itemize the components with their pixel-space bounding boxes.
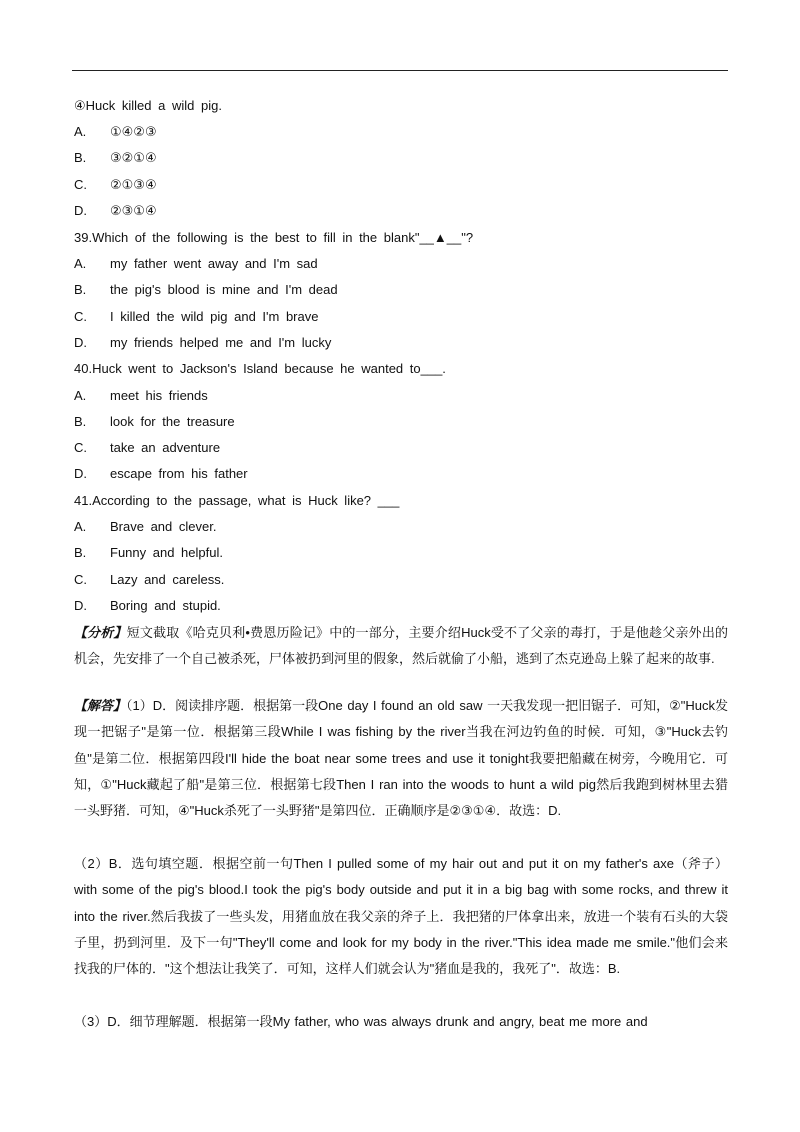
- order-option-d: [74, 201, 157, 221]
- question-41-option-d: [74, 596, 221, 616]
- option-label: A.: [74, 256, 87, 271]
- question-40-stem: 40.Huck went to Jackson's Island because he wanted to___.: [74, 361, 446, 376]
- option-label: D.: [74, 335, 87, 350]
- option-text: my father went away and I'm sad: [110, 256, 318, 271]
- option-text: ③②①④: [110, 150, 157, 165]
- option-label: A.: [74, 519, 87, 534]
- option-text: look for the treasure: [110, 414, 235, 429]
- order-option-b: [74, 148, 157, 168]
- question-39-option-a: [74, 254, 318, 274]
- question-41-option-c: [74, 570, 224, 590]
- option-label: C.: [74, 440, 87, 455]
- question-40-option-c: [74, 438, 220, 458]
- question-40-option-d: [74, 464, 248, 484]
- option-label: D.: [74, 466, 87, 481]
- option-label: C.: [74, 309, 87, 324]
- option-label: D.: [74, 598, 87, 613]
- answer-tag: 【解答】: [74, 698, 127, 713]
- option-label: D.: [74, 203, 87, 218]
- question-40-option-b: [74, 412, 235, 432]
- option-text: take an adventure: [110, 440, 221, 455]
- analysis-tag: 【分析】: [74, 625, 127, 640]
- answer-text-1: （1）D．阅读排序题．根据第一段One day I found an old saw 一天我发现一把旧锯子．可知，②"Huck发现一把锯子"是第一位．根据第三段While I was fishing by the river当我在河边钓鱼的时候．可知，③"Huck去钓鱼"是第二位．根据第四段I'll hide the boat near some trees and use it tonight我要把船藏在树旁，今晚用它．可知，①"Huck藏起了船"是第三位．根据第七段Then I ran into the woods to hunt a wild pig然后我跑到树林里去猎一头野猪．可知，④"Huck杀死了一头野猪"是第四位．正确顺序是②③①④．故选：D.: [74, 698, 728, 819]
- option-text: the pig's blood is mine and I'm dead: [110, 282, 338, 297]
- option-text: Funny and helpful.: [110, 545, 223, 560]
- option-text: ①④②③: [110, 124, 157, 139]
- question-39-option-b: [74, 280, 338, 300]
- option-text: my friends helped me and I'm lucky: [110, 335, 332, 350]
- question-39-option-c: [74, 307, 318, 327]
- option-label: C.: [74, 572, 87, 587]
- option-text: escape from his father: [110, 466, 248, 481]
- question-39-stem: 39.Which of the following is the best to fill in the blank"__▲__"?: [74, 230, 474, 245]
- order-option-c: [74, 175, 157, 195]
- option-label: B.: [74, 150, 87, 165]
- header-rule: [72, 70, 728, 71]
- answer-paragraph-2: （2）B．选句填空题．根据空前一句Then I pulled some of my hair out and put it on my father's axe（斧子） with some of the pig's blood.I took the pig's body outside and put it in a big bag with some rocks, and threw it into the river.然后我拔了一些头发，用猪血放在我父亲的斧子上．我把猪的尸体拿出来，放进一个装有石头的大袋子里，扔到河里．及下一句"They'll come and look for my body in the river."This idea made me smile."他们会来找我的尸体的．"这个想法让我笑了．可知，这样人们就会认为"猪血是我的，我死了"．故选：B.: [74, 856, 728, 977]
- analysis-text: 短文截取《哈克贝利•费恩历险记》中的一部分，主要介绍Huck受不了父亲的毒打，于是他趁父亲外出的机会，先安排了一个自己被杀死，尸体被扔到河里的假象，然后就偷了小船，逃到了杰克逊岛上躲了起来的故事.: [74, 625, 728, 667]
- option-label: A.: [74, 388, 87, 403]
- option-label: B.: [74, 414, 87, 429]
- answer-paragraph-3: （3）D．细节理解题．根据第一段My father, who was always drunk and angry, beat me more and: [74, 1014, 648, 1029]
- option-text: ②①③④: [110, 177, 157, 192]
- option-label: B.: [74, 545, 87, 560]
- option-text: I killed the wild pig and I'm brave: [110, 309, 319, 324]
- order-option-a: [74, 122, 157, 142]
- option-label: A.: [74, 124, 87, 139]
- answer-paragraph-1: [74, 693, 728, 824]
- option-text: Lazy and careless.: [110, 572, 225, 587]
- option-text: Boring and stupid.: [110, 598, 221, 613]
- option-text: ②③①④: [110, 203, 157, 218]
- question-39-option-d: [74, 333, 331, 353]
- question-41-option-b: [74, 543, 223, 563]
- option-label: B.: [74, 282, 87, 297]
- order-item-4: ④Huck killed a wild pig.: [74, 98, 222, 113]
- option-text: Brave and clever.: [110, 519, 217, 534]
- question-41-stem: 41.According to the passage, what is Huck like? ___: [74, 493, 400, 508]
- option-text: meet his friends: [110, 388, 208, 403]
- question-40-option-a: [74, 386, 208, 406]
- analysis-paragraph: [74, 620, 728, 673]
- question-41-option-a: [74, 517, 216, 537]
- option-label: C.: [74, 177, 87, 192]
